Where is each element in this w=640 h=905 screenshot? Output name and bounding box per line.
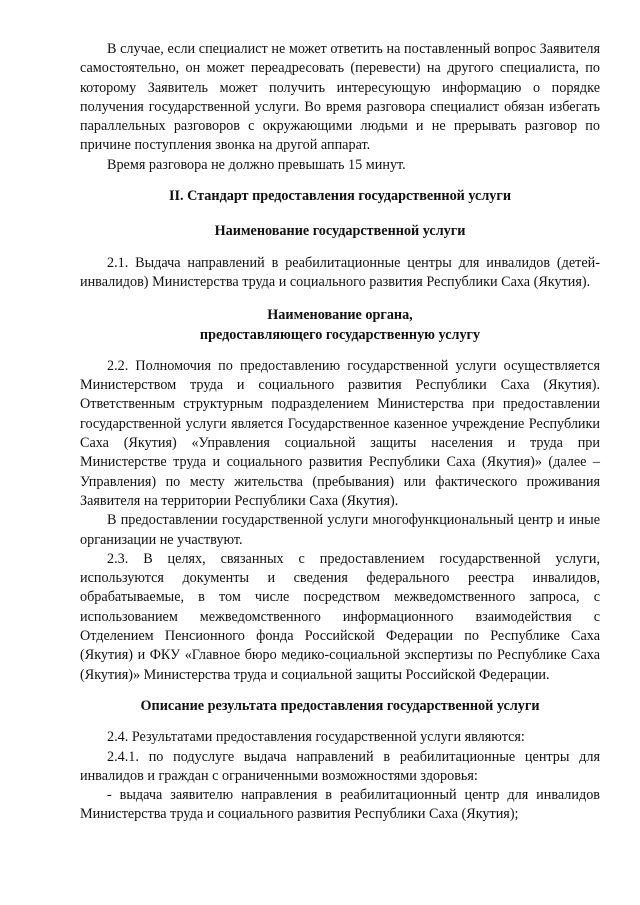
section-title: II. Стандарт предоставления государственной услуги <box>168 188 512 205</box>
heading-service-name: Наименование государственной услуги <box>214 223 466 240</box>
paragraph-2-1: 2.1. Выдача направлений в реабилитационные центры для инвалидов (детей-инвалидов) Министерства труда и социального развития Республики Саха (Якутия). <box>80 254 600 290</box>
heading-authority <box>80 306 600 345</box>
heading-authority-line-1: Наименование органа, <box>267 307 413 324</box>
paragraph-result-item: - выдача заявителю направления в реабилитационный центр для инвалидов Министерства труда и социального развития Республики Саха (Якутия); <box>80 787 600 823</box>
document-page <box>80 40 600 825</box>
heading-result: Описание результата предоставления государственной услуги <box>140 697 540 714</box>
paragraph-redirect-call: В случае, если специалист не может ответить на поставленный вопрос Заявителя самостоятельно, он может переадресовать (перевести) на другого специалиста, по которому Заявитель может получить интересующую информацию о порядке получения государственной услуги. Во время разговора специалист обязан избегать параллельных разговоров с окружающими людьми и не прерывать разговор по причине поступления звонка на другой аппарат. <box>80 41 600 154</box>
paragraph-2-4-1: 2.4.1. по подуслуге выдача направлений в реабилитационные центры для инвалидов и граждан с ограниченными возможностями здоровья: <box>80 748 600 784</box>
heading-authority-line-2: предоставляющего государственную услугу <box>199 326 481 343</box>
paragraph-2-3: 2.3. В целях, связанных с предоставлением государственной услуги, используются документы и сведения федерального реестра инвалидов, обрабатываемые, в том числе посредством межведомственного запроса, с использованием межведомственного информационного взаимодействия с Отделением Пенсионного фонда Российской Федерации по Республике Саха (Якутия) и ФКУ «Главное бюро медико-социальной экспертизы по Республике Саха (Якутия)» Министерства труда и социальной защиты Российской Федерации. <box>80 550 600 683</box>
paragraph-2-2: 2.2. Полномочия по предоставлению государственной услуги осуществляется Министерством труда и социального развития Республики Саха (Якутия). Ответственным структурным подразделением Министерства при предоставлении государственной услуги является Государственное казенное учреждение Республики Саха (Якутия) «Управления социальной защиты населения и труда при Министерстве труда и социального развития Республики Саха (Якутия)» (далее – Управления) по месту жительства (пребывания) или фактического проживания Заявителя на территории Республики Саха (Якутия). <box>80 357 600 509</box>
paragraph-mfc: В предоставлении государственной услуги многофункциональный центр и иные организации не участвуют. <box>80 512 600 548</box>
paragraph-2-4: 2.4. Результатами предоставления государственной услуги являются: <box>107 729 525 746</box>
paragraph-call-duration: Время разговора не должно превышать 15 минут. <box>107 156 406 173</box>
